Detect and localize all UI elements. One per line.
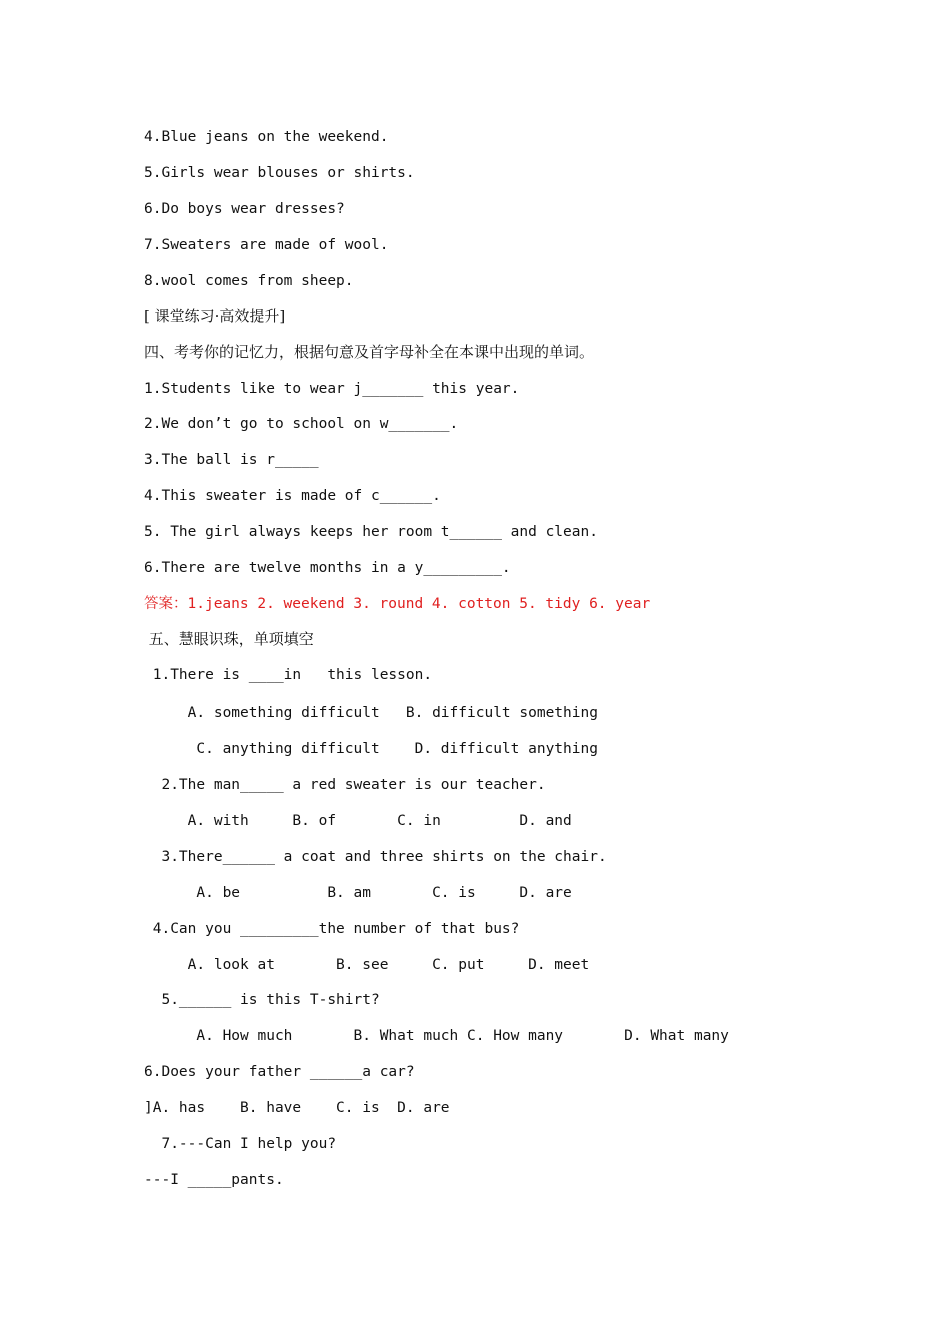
option-line: ]A. has B. have C. is D. are bbox=[144, 1100, 450, 1116]
question-line: 2.We don’t go to school on w_______. bbox=[144, 416, 459, 432]
text-line: 4.Blue jeans on the weekend. bbox=[144, 129, 389, 145]
question-line: 1.Students like to wear j_______ this year. bbox=[144, 381, 520, 397]
question-line: ---I _____pants. bbox=[144, 1172, 284, 1188]
section-header: [ 课堂练习·高效提升] bbox=[144, 307, 286, 325]
section-4-title: 四、考考你的记忆力，根据句意及首字母补全在本课中出现的单词。 bbox=[144, 343, 595, 361]
option-line: A. look at B. see C. put D. meet bbox=[144, 957, 590, 973]
question-line: 6.There are twelve months in a y_________. bbox=[144, 560, 511, 576]
question-line: 3.There______ a coat and three shirts on the chair. bbox=[144, 849, 607, 865]
text-line: 6.Do boys wear dresses? bbox=[144, 201, 345, 217]
answer-line: 答案：1.jeans 2. weekend 3. round 4. cotton 5. tidy 6. year bbox=[144, 596, 651, 612]
question-line: 6.Does your father ______a car? bbox=[144, 1064, 415, 1080]
text-line: 5.Girls wear blouses or shirts. bbox=[144, 165, 415, 181]
option-line: A. How much B. What much C. How many D. What many bbox=[144, 1028, 729, 1044]
section-5-title: 五、慧眼识珠，单项填空 bbox=[144, 630, 314, 648]
option-line: A. something difficult B. difficult something bbox=[144, 705, 598, 721]
text-line: 7.Sweaters are made of wool. bbox=[144, 237, 389, 253]
option-line: A. be B. am C. is D. are bbox=[144, 885, 572, 901]
question-line: 5. The girl always keeps her room t______ and clean. bbox=[144, 524, 598, 540]
question-line: 4.Can you _________the number of that bus? bbox=[144, 921, 520, 937]
question-line: 4.This sweater is made of c______. bbox=[144, 488, 441, 504]
question-line: 5.______ is this T-shirt? bbox=[144, 992, 380, 1008]
question-line: 3.The ball is r_____ bbox=[144, 452, 319, 468]
question-line: 2.The man_____ a red sweater is our teacher. bbox=[144, 777, 546, 793]
option-line: C. anything difficult D. difficult anything bbox=[144, 741, 598, 757]
text-line: 8.wool comes from sheep. bbox=[144, 273, 354, 289]
question-line: 7.---Can I help you? bbox=[144, 1136, 337, 1152]
question-line: 1.There is ____in this lesson. bbox=[144, 667, 433, 683]
option-line: A. with B. of C. in D. and bbox=[144, 813, 572, 829]
